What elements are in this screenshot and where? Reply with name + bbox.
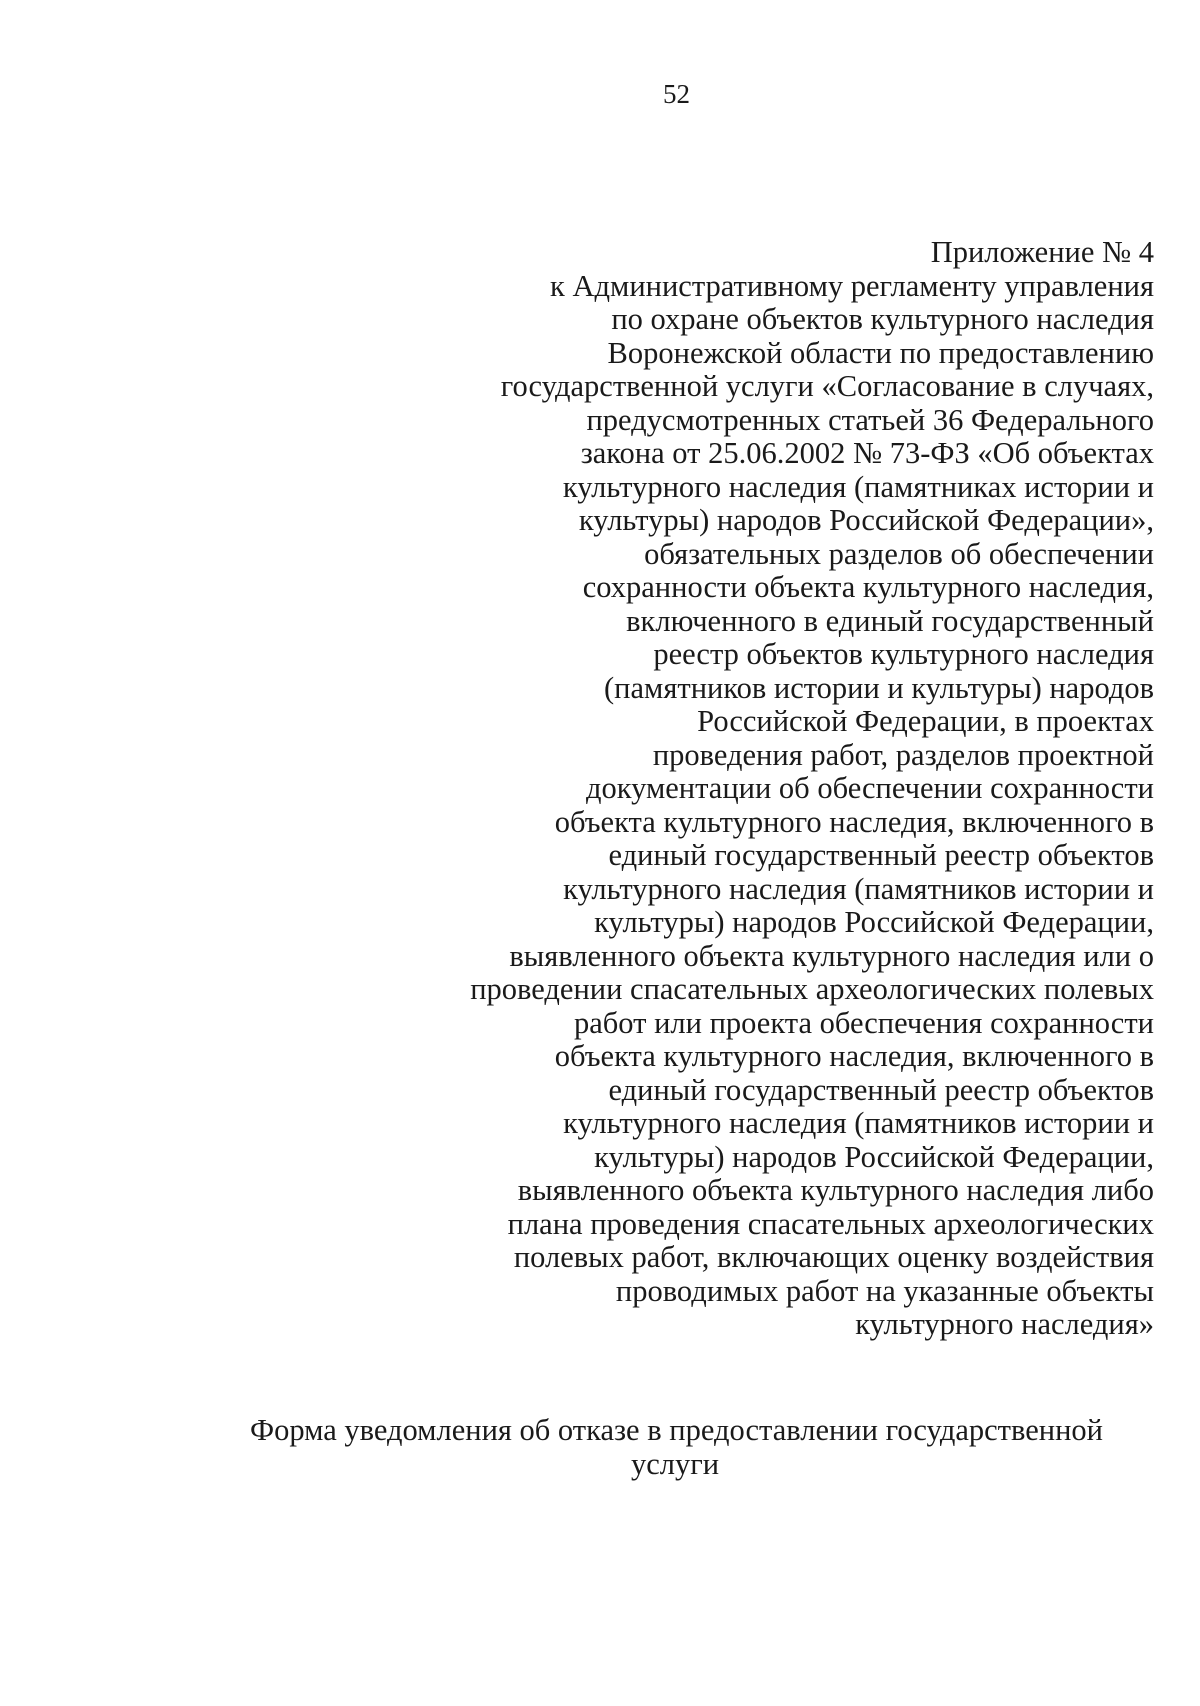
appendix-line: Приложение № 4 — [930, 235, 1154, 269]
appendix-line: по охране объектов культурного наследия — [611, 302, 1154, 336]
appendix-line: культурного наследия (памятниках истории и — [562, 469, 1154, 504]
appendix-line: государственной услуги «Согласование в случаях, — [500, 369, 1154, 403]
appendix-line: культуры) народов Российской Федерации, — [594, 1139, 1154, 1174]
appendix-line: объекта культурного наследия, включенного в — [554, 1039, 1154, 1073]
appendix-line: (памятников истории и культуры) народов — [604, 670, 1154, 705]
appendix-line: предусмотренных статьей 36 Федерального — [586, 402, 1154, 437]
appendix-line: культуры) народов Российской Федерации, — [594, 905, 1154, 939]
form-title-line: услуги — [630, 1447, 720, 1481]
appendix-line: культурного наследия (памятников истории и — [563, 1106, 1154, 1140]
appendix-line: полевых работ, включающих оценку воздействия — [513, 1240, 1154, 1274]
appendix-line: включенного в единый государственный — [626, 603, 1154, 638]
appendix-header — [394, 236, 1154, 1342]
appendix-line: культурного наследия (памятников истории и — [563, 871, 1154, 906]
page-number: 52 — [663, 79, 690, 109]
appendix-line: Российской Федерации, в проектах — [697, 704, 1154, 738]
appendix-line: выявленного объекта культурного наследия или о — [509, 938, 1154, 973]
appendix-line: объекта культурного наследия, включенного в — [554, 804, 1154, 839]
form-title-line: Форма уведомления об отказе в предоставлении государственной — [250, 1413, 1103, 1447]
appendix-line: проведения работ, разделов проектной — [652, 737, 1154, 772]
appendix-line: Воронежской области по предоставлению — [607, 335, 1154, 370]
appendix-line: обязательных разделов об обеспечении — [644, 536, 1154, 571]
appendix-line: сохранности объекта культурного наследия, — [582, 570, 1154, 604]
appendix-line: единый государственный реестр объектов — [608, 1072, 1154, 1107]
appendix-line: проведении спасательных археологических полевых — [470, 972, 1154, 1006]
form-title — [250, 1413, 1103, 1481]
appendix-line: работ или проекта обеспечения сохранности — [574, 1005, 1154, 1040]
appendix-line: выявленного объекта культурного наследия либо — [517, 1173, 1154, 1207]
appendix-line: культуры) народов Российской Федерации», — [578, 503, 1154, 537]
appendix-line: единый государственный реестр объектов — [608, 838, 1154, 872]
appendix-line: реестр объектов культурного наследия — [653, 637, 1154, 671]
appendix-line: документации об обеспечении сохранности — [585, 771, 1154, 805]
appendix-line: закона от 25.06.2002 № 73-ФЗ «Об объектах — [580, 436, 1154, 470]
appendix-line: культурного наследия» — [855, 1307, 1154, 1341]
appendix-line: к Административному регламенту управления — [550, 268, 1154, 303]
appendix-line: плана проведения спасательных археологических — [507, 1206, 1154, 1241]
appendix-line: проводимых работ на указанные объекты — [615, 1273, 1154, 1308]
